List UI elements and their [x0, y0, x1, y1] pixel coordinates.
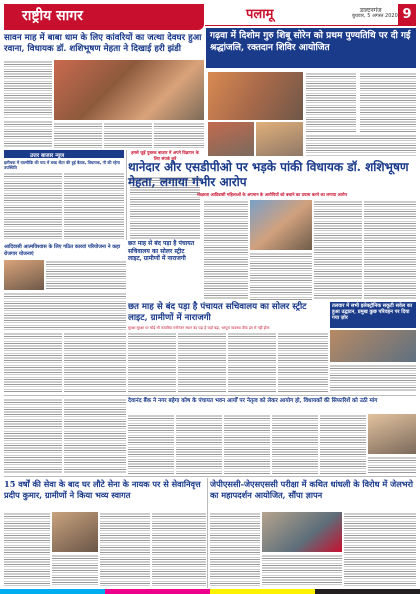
story-column: [54, 122, 102, 148]
mid-left-subheadline: सुरक्षा सुरक्षा पर कोई भी कांवरिया मनोरंजन स्थान बंद पड़ा है जहाँ बढ़ा, भरपूरा व्यवस्था ठीक ढंग से नहीं होगा: [128, 326, 270, 330]
story-column: [4, 512, 50, 586]
wide-headline: देवानंद बैंक ने नगर बहेगा कोष के पंचायत भवन आर्यों पर नेतृत्व को लेकर आयोग हो, विधायकों की सिफारिशें को उठी मांग: [128, 398, 378, 404]
story-column: [4, 120, 52, 148]
column-separator: [126, 150, 127, 240]
story-column: [364, 200, 416, 300]
small-box-title: उत्तर बाजार न्यूज: [30, 153, 65, 159]
story-column: [46, 260, 126, 290]
story-column: [154, 122, 204, 148]
story-column: [128, 332, 176, 392]
mid-left-headline-2: छत माह से बंद पड़ा है पंचायत सचिवालय का सोलर स्ट्रीट लाइट, ग्रामीणों में नाराजगी: [128, 302, 307, 323]
story-column: [224, 414, 270, 474]
paper-name: राष्ट्रीय सागर: [22, 8, 83, 24]
mid-right-headline: तलवार में सभी इलेक्ट्रॉनिक सकूटी सवेल का हुआ उद्घाटन, प्रमुख कुछ परिवहन पर दिया गया ज़ोर: [332, 303, 413, 322]
print-color-bar: [0, 589, 420, 594]
story-photo: [54, 60, 204, 120]
story-column: [4, 398, 62, 474]
story-column: [64, 398, 126, 474]
story-column: [4, 172, 62, 240]
row-separator: [4, 476, 416, 477]
story-column: [128, 414, 174, 474]
story-column: [368, 456, 416, 474]
story-column: [228, 332, 276, 392]
story-column: [176, 414, 222, 474]
story-column: [360, 72, 416, 132]
story-column: [4, 332, 62, 392]
story-column: [320, 414, 366, 474]
top-right-headline: गढ़वा में दिशोम गुरु शिबू सोरेन को प्रथम पुण्यतिथि पर दी गई श्रद्धांजलि, रक्तदान शिविर आयोजित: [210, 31, 411, 53]
story-column: [52, 554, 98, 586]
story-photo: [256, 122, 303, 156]
story-photo: [208, 72, 303, 120]
story-column: [250, 252, 312, 300]
story-photo: [368, 414, 416, 454]
masthead-rule: [205, 25, 415, 26]
center-subheadline: साक्षरता आदिवासी महिलाओं के अपमान के आरोपियों को बचाने का प्रयास करने का लगाया आरोप: [196, 192, 347, 197]
story-photo: [4, 260, 44, 290]
bottom-right-headline: जेपीएससी-जेएसएससी परीक्षा में कथित धांधली के विरोध में जेलभरो का महापदर्शन आयोजित, सौंपा ज्ञापन: [210, 479, 414, 500]
story-column: [4, 292, 126, 330]
story-column: [4, 60, 52, 118]
story-column: [306, 72, 356, 132]
story-photo: [52, 512, 98, 552]
left-top-headline: सावन माह में बाबा धाम के लिए कांवरियों का जत्था देवघर हुआ रवाना, विधायक डॉ. शशिभूषण मेहता ने दिखाई हरी झंडी: [4, 33, 202, 54]
story-column: [64, 172, 124, 240]
date-line-2: बुधवार, 5 अगस्त 2020: [352, 13, 398, 19]
story-column: [152, 512, 206, 586]
story-column: [100, 512, 150, 586]
story-column: [178, 332, 226, 392]
story-column: [330, 364, 416, 392]
city-name: पलामू: [246, 7, 274, 22]
story-photo: [208, 122, 254, 156]
story-column: [64, 332, 126, 392]
story-column: [278, 332, 328, 392]
story-column: [210, 512, 260, 586]
center-headline: थानेदार और एसडीपीओ पर भड़के पांकी विधायक डॉ. शशिभूषण मेहता, लगाया गंभीर आरोप: [128, 160, 409, 189]
bottom-left-headline: 15 वर्षों की सेवा के बाद घर लौटे सेना के नायक पर से सेवानिवृत्त प्रदीप कुमार, ग्रामीणों ने किया भव्य स्वागत: [4, 479, 201, 500]
story-column: [272, 414, 318, 474]
row-separator: [4, 395, 416, 396]
ad-text: हमसे जुड़ें पुस्तक बाजार में अपने विज्ञापन के लिए संपर्क करें: [131, 150, 199, 161]
story-column: [262, 554, 342, 586]
story-photo: [330, 330, 416, 362]
small-box-subtitle: झरीचक में वाल्मीकि की याद में ब्लड सेंटर की हुई बैठक, विधायक, नौ की रहेगा उपस्थिति: [4, 160, 120, 170]
story-photo: [250, 200, 312, 250]
story-column: [314, 200, 362, 300]
mid-left-headline: छत माह से बंद पड़ा है पंचायत सचिवालय का सोलर स्ट्रीट लाइट, ग्रामीणों में नाराजगी: [128, 240, 195, 262]
story-column: [306, 134, 416, 156]
col-box-title: आदिवासी आत्मविश्वास के लिए गठित कारवां परियोजना ने कहा रोजगार योजनाएं: [4, 244, 121, 257]
column-separator: [207, 478, 208, 588]
story-column: [104, 122, 152, 148]
page-number: 9: [398, 4, 416, 26]
story-column: [204, 200, 248, 300]
story-column: [344, 512, 416, 586]
story-photo: [262, 512, 342, 552]
date-line: डाल्टनगंज: [360, 7, 382, 14]
